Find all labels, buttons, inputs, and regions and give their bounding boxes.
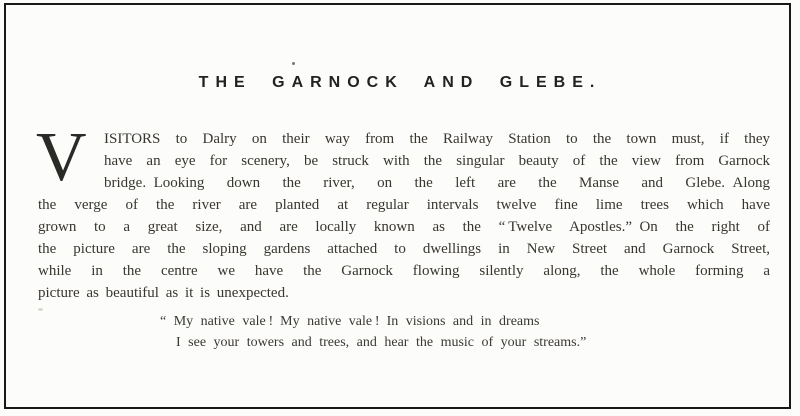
verse-quotation bbox=[160, 311, 586, 353]
drop-cap-letter: V bbox=[36, 119, 87, 196]
scan-speck bbox=[292, 62, 295, 65]
body-paragraph bbox=[36, 119, 770, 304]
verse-line: I see your towers and trees, and hear the music of your streams.” bbox=[176, 335, 587, 350]
paragraph-line: grown to a great size, and are locally known as the “ Twelve Apostles.” On the right of bbox=[38, 219, 770, 235]
paragraph-line: the verge of the river are planted at regular intervals twelve fine lime trees which have bbox=[38, 197, 770, 213]
page-title: THE GARNOCK AND GLEBE. bbox=[198, 74, 602, 91]
paragraph-line: have an eye for scenery, be struck with the singular beauty of the view from Garnock bbox=[104, 153, 770, 169]
scan-speck bbox=[38, 308, 43, 311]
paragraph-line: the picture are the sloping gardens attached to dwellings in New Street and Garnock Street, bbox=[38, 241, 770, 257]
verse-line: “ My native vale ! My native vale ! In visions and in dreams bbox=[160, 314, 540, 329]
paragraph-line: ISITORS to Dalry on their way from the Railway Station to the town must, if they bbox=[104, 131, 770, 147]
paragraph-line: bridge. Looking down the river, on the left are the Manse and Glebe. Along bbox=[104, 175, 770, 191]
paragraph-line: picture as beautiful as it is unexpected. bbox=[38, 285, 289, 301]
paragraph-line: while in the centre we have the Garnock flowing silently along, the whole forming a bbox=[38, 263, 770, 279]
